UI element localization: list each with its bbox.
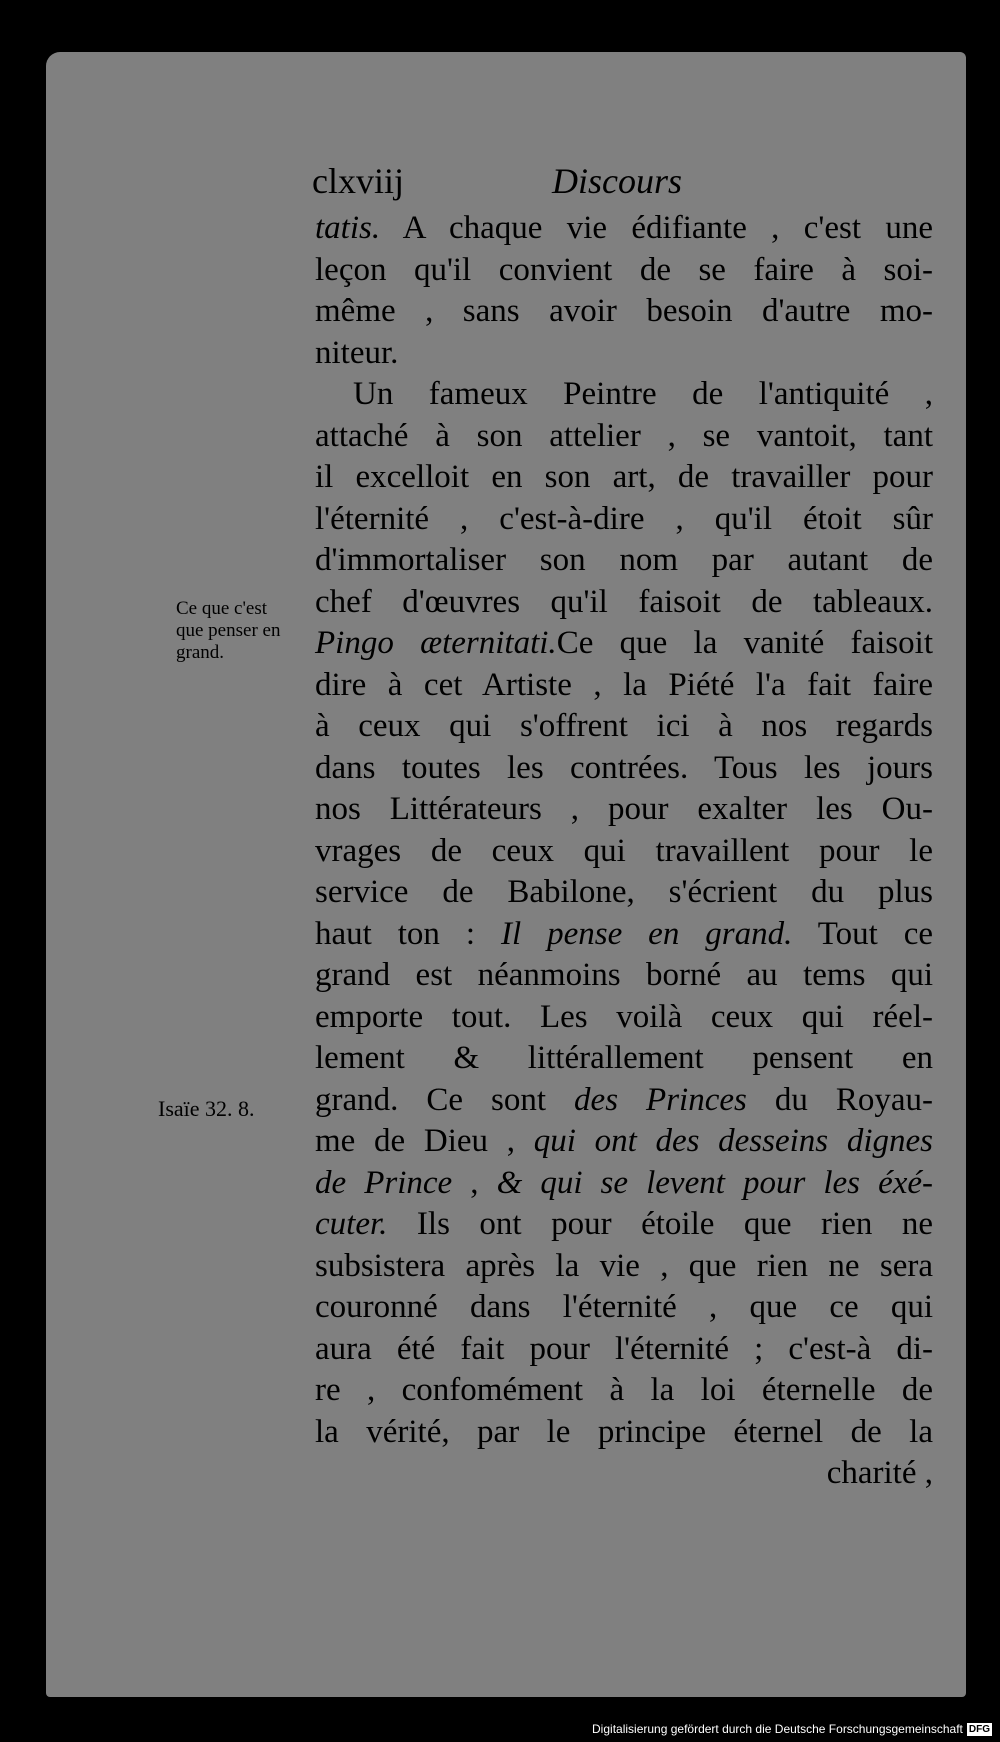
text-line [315,872,933,914]
text-run: la vérité, par le principe éternel de la [315,1413,933,1450]
text-line [315,1412,933,1454]
text-run: qui ont des desseins dignes [533,1123,933,1159]
text-line [315,1163,933,1205]
text-run: dans toutes les contrées. Tous les jours [315,749,933,786]
text-run: charité , [826,1455,933,1491]
text-line [315,1121,933,1163]
text-line [315,831,933,873]
margin-note-line: grand. [176,642,225,663]
text-line [315,706,933,748]
text-run: même , sans avoir besoin d'autre mo- [315,293,933,329]
running-title: Discours [552,161,683,201]
margin-note-line: que penser en [176,620,281,641]
text-run: à ceux qui s'offrent ici à nos regards [315,708,933,744]
text-line [315,333,933,375]
text-run: & qui se levent pour les éxé- [496,1164,934,1201]
text-line [315,1038,933,1080]
text-line [315,789,933,831]
text-run: couronné dans l'éternité , que ce qui [315,1289,933,1325]
text-run: , [452,1164,497,1201]
text-line [315,1370,933,1412]
text-run: d'immortaliser son nom par autant de [315,542,933,578]
text-line [315,997,933,1039]
text-run: me de Dieu , [315,1123,534,1159]
text-line [315,1287,933,1329]
text-line [315,416,933,458]
text-run: niteur. [315,334,399,371]
text-line [315,955,933,997]
text-run: Ils ont pour étoile que rien ne [387,1206,933,1242]
text-run: vrages de ceux qui travaillent pour le [315,832,933,869]
text-line [315,1246,933,1288]
text-line [315,540,933,582]
text-line [315,914,933,956]
text-line [315,1080,933,1122]
text-run: aura été fait pour l'éternité ; c'est-à di- [315,1330,933,1367]
text-line [315,623,933,665]
text-run: haut ton : [315,915,501,952]
text-run: dire à cet Artiste , la Piété l'a fait faire [315,666,933,703]
text-run: service de Babilone, s'écrient du plus [315,874,933,910]
text-run: A chaque vie édifiante , c'est une [380,210,933,246]
text-line [315,748,933,790]
text-line [315,499,933,541]
text-line [315,1204,933,1246]
text-line [315,665,933,707]
text-run: leçon qu'il convient de se faire à soi- [315,251,933,288]
text-line [315,208,933,250]
text-run: cuter. [315,1206,388,1242]
margin-note-isaie: Isaïe 32. 8. [158,1096,255,1121]
text-run: nos Littérateurs , pour exalter les Ou- [315,791,933,827]
body-text [315,208,933,1495]
text-run: emporte tout. Les voilà ceux qui réel- [315,998,933,1035]
margin-note-ce-que [176,598,280,664]
text-run: Tout ce [792,915,933,952]
text-run: du Royau- [746,1081,933,1118]
text-run: des Princes [574,1081,747,1118]
text-run: chef d'œuvres qu'il faisoit de tableaux. [315,583,933,620]
text-line [315,1329,933,1371]
text-run: lement & littérallement pensent en [315,1040,933,1076]
text-line [315,374,933,416]
text-line [315,582,933,624]
text-run: Ce que la vanité faisoit [556,625,933,661]
text-line [315,291,933,333]
text-run: grand est néanmoins borné au tems qui [315,957,933,993]
text-run: tatis. [315,210,381,246]
text-run: attaché à son attelier , se vantoit, tant [315,417,933,454]
text-run: l'éternité , c'est-à-dire , qu'il étoit sûr [315,500,933,537]
dfg-logo: DFG [968,1723,990,1735]
text-run: Un fameux Peintre de l'antiquité , [353,376,933,412]
page-number: clxviij [312,161,404,201]
page-header [312,160,732,210]
footer-credit: Digitalisierung gefördert durch die Deutsche Forschungsgemeinschaft [592,1722,963,1736]
text-line [315,1453,933,1495]
text-line [315,250,933,292]
digitization-footer [592,1722,992,1736]
text-run: de Prince [315,1164,453,1201]
text-run: Pingo æternitati. [315,625,557,661]
margin-note-line: Ce que c'est [176,598,268,619]
text-run: Il pense en grand. [501,915,793,952]
text-run: re , confomément à la loi éternelle de [315,1372,933,1408]
text-run: grand. Ce sont [315,1081,575,1118]
text-run: subsistera après la vie , que rien ne sera [315,1247,933,1284]
text-line [315,457,933,499]
text-run: il excelloit en son art, de travailler pour [315,459,933,495]
